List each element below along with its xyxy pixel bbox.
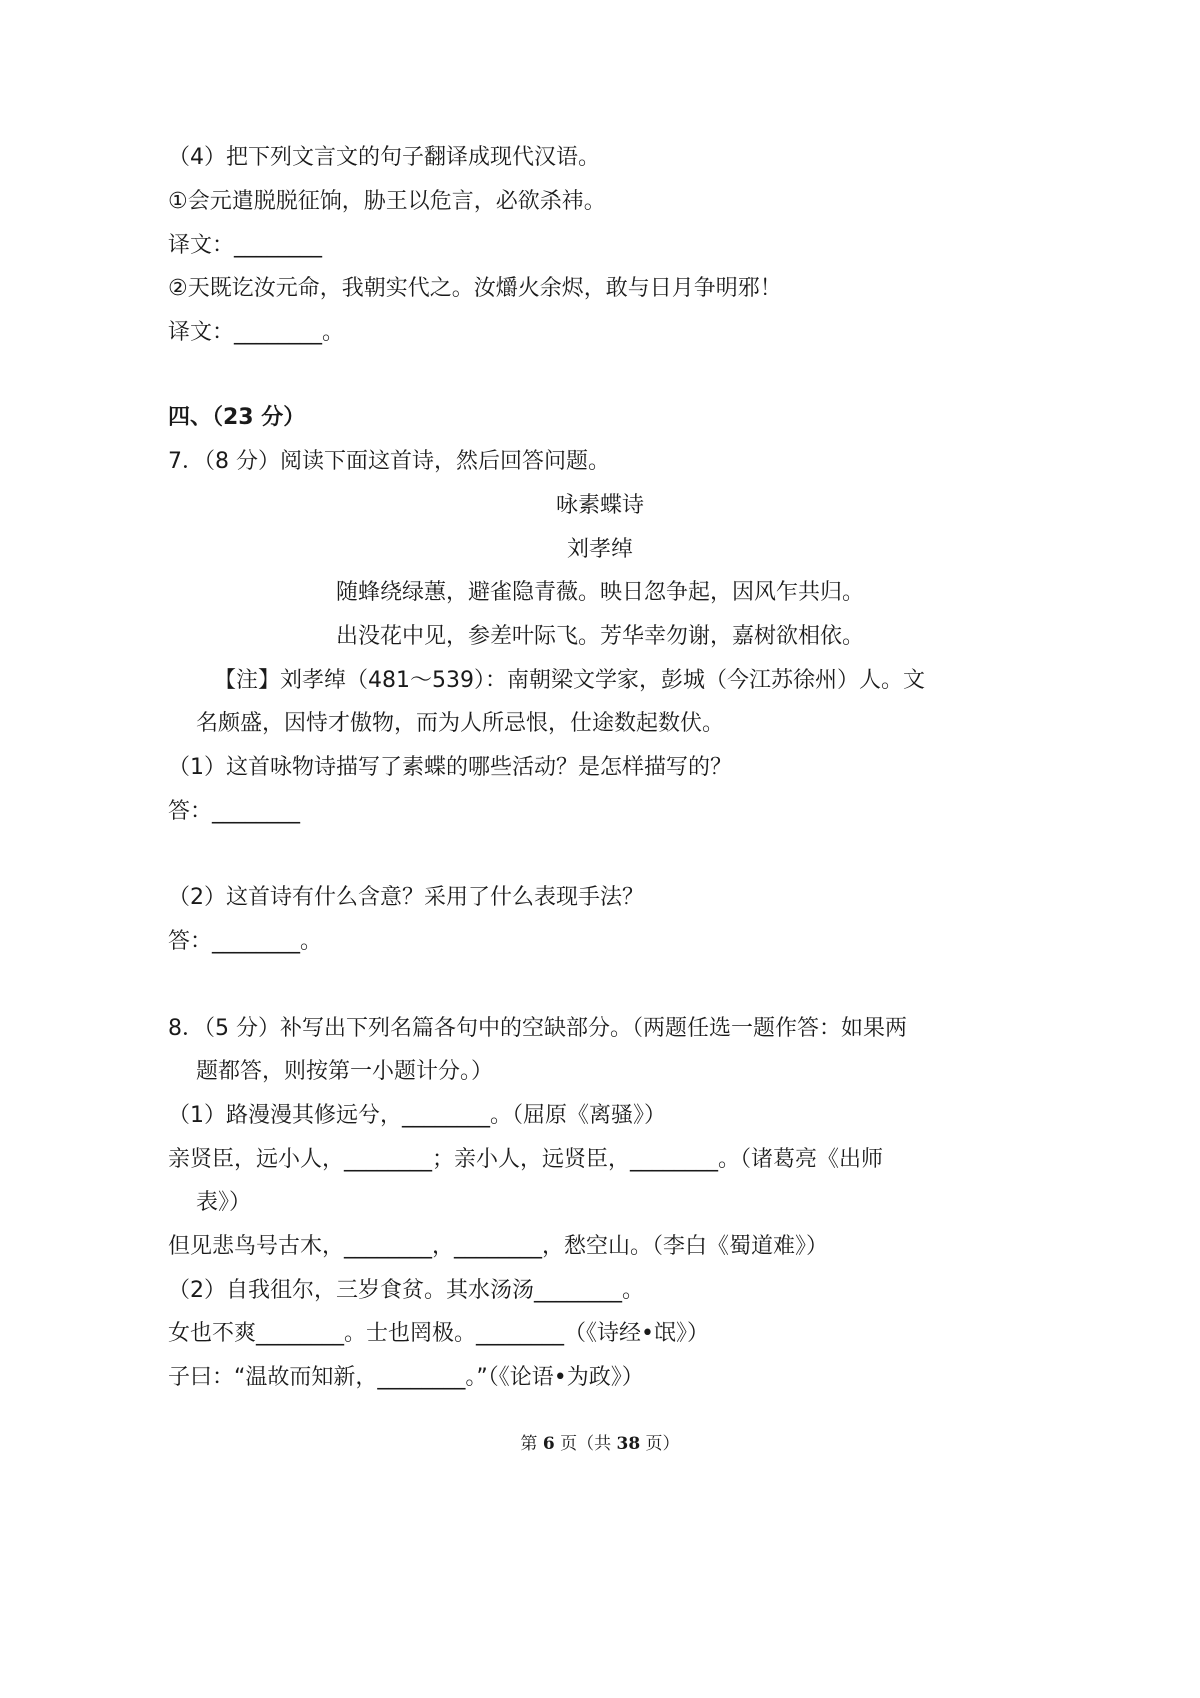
q8-part2-line-1: （2）自我徂尔，三岁食贫。其水汤汤________。 — [168, 1278, 644, 1303]
q4-title: （4）把下列文言文的句子翻译成现代汉语。 — [168, 145, 600, 170]
section-heading: 四、（23 分） — [168, 405, 306, 430]
footer-prefix: 第 — [520, 1434, 543, 1454]
q8-part2-line-3: 子曰：“温故而知新，________。”（《论语•为政》） — [168, 1365, 644, 1390]
q8-part1-line-3: 但见悲鸟号古木，________，________，愁空山。（李白《蜀道难》） — [168, 1234, 829, 1259]
q7-sub-1: （1）这首咏物诗描写了素蝶的哪些活动？是怎样描写的？ — [168, 755, 732, 780]
q7-answer-1: 答：________ — [168, 799, 301, 824]
q8-part1-line-2: 亲贤臣，远小人，________；亲小人，远贤臣，________。（诸葛亮《出师 — [168, 1147, 884, 1172]
footer-page-number: 6 — [542, 1434, 555, 1454]
q8-stem-line-2: 题都答，则按第一小题计分。） — [196, 1059, 494, 1084]
q7-sub-2: （2）这首诗有什么含意？采用了什么表现手法？ — [168, 885, 644, 910]
poem-note-line-2: 名颇盛，因恃才傲物，而为人所忌恨，仕途数起数伏。 — [196, 711, 725, 736]
poem-note-line-1: 【注】刘孝绰（481～539）：南朝梁文学家，彭城（今江苏徐州）人。文 — [214, 668, 925, 693]
poem-line-1: 随蜂绕绿蕙，避雀隐青薇。映日忽争起，因风乍共归。 — [335, 580, 864, 605]
poem-author: 刘孝绰 — [566, 537, 633, 562]
q8-stem-line-1: 8．（5 分）补写出下列名篇各句中的空缺部分。（两题任选一题作答：如果两 — [168, 1016, 907, 1041]
q7-answer-2: 答：________。 — [168, 929, 323, 954]
footer-suffix: 页） — [640, 1434, 680, 1454]
q4-answer-2: 译文：________。 — [168, 320, 345, 345]
footer-middle: 页（共 — [554, 1434, 617, 1454]
q8-part1-line-1: （1）路漫漫其修远兮，________。（屈原《离骚》） — [168, 1103, 666, 1128]
q4-sentence-2: ②天既讫汝元命，我朝实代之。汝爝火余烬，敢与日月争明邪！ — [168, 276, 782, 301]
footer-total-pages: 38 — [616, 1434, 641, 1454]
q8-part1-line-2-cont: 表》） — [196, 1190, 252, 1215]
q4-sentence-1: ①会元遣脱脱征饷，胁王以危言，必欲杀祎。 — [168, 189, 606, 214]
poem-line-2: 出没花中见，参差叶际飞。芳华幸勿谢，嘉树欲相依。 — [335, 624, 864, 649]
page-footer — [0, 1432, 1200, 1456]
q4-answer-1: 译文：________ — [168, 233, 323, 258]
q8-part2-line-2: 女也不爽________。士也罔极。________（《诗经•氓》） — [168, 1321, 709, 1346]
poem-title: 咏素蝶诗 — [555, 493, 644, 518]
q7-stem: 7．（8 分）阅读下面这首诗，然后回答问题。 — [168, 449, 610, 474]
